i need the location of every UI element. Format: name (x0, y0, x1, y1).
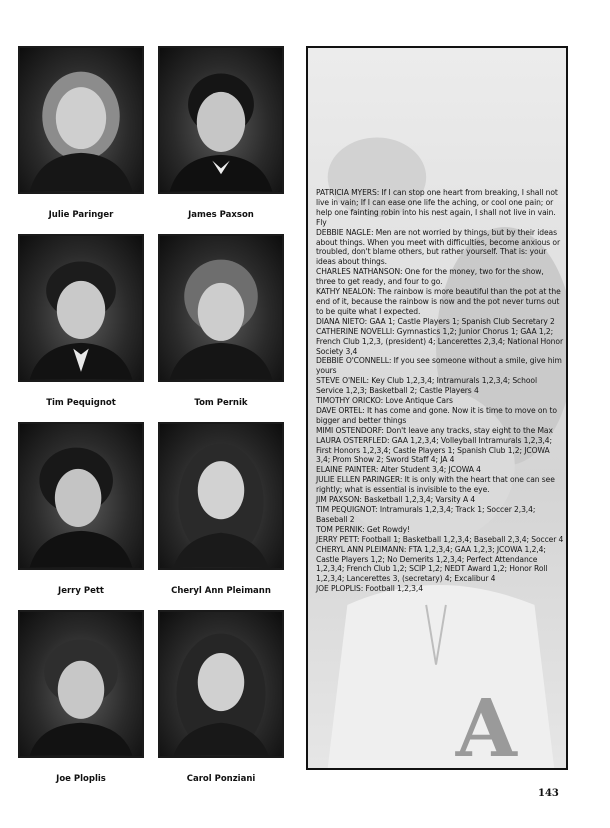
portrait-silhouette (20, 48, 142, 192)
portrait-silhouette (160, 612, 282, 756)
portrait-caption: Tom Pernik (194, 398, 248, 408)
portrait-photo-carol-ponziani (158, 610, 284, 758)
page-number: 143 (538, 788, 559, 799)
portrait-photo-tom-pernik (158, 234, 284, 382)
portrait-caption: Julie Paringer (48, 210, 114, 220)
portrait-silhouette (20, 424, 142, 568)
portrait-caption: Tim Pequignot (46, 398, 116, 408)
quote-entry: CATHERINE NOVELLI: Gymnastics 1,2; Junior Chorus 1; GAA 1,2; French Club 1,2,3, (president) 4; Lancerettes 2,3,4; National Honor Society 3,4 (316, 326, 563, 356)
quote-entry: DEBBIE O'CONNELL: If you see someone without a smile, give him yours (316, 356, 562, 376)
portrait-silhouette (20, 612, 142, 756)
portrait-silhouette (160, 236, 282, 380)
portrait-caption: Cheryl Ann Pleimann (171, 586, 271, 596)
portrait-photo-jerry-pett (18, 422, 144, 570)
portrait-photo-james-paxson (158, 46, 284, 194)
portrait-caption: Jerry Pett (58, 586, 104, 596)
portrait-silhouette (160, 424, 282, 568)
portrait-caption: James Paxson (188, 210, 254, 220)
sweater-letter: A (455, 681, 517, 768)
portrait-caption: Joe Ploplis (56, 774, 106, 784)
quote-entry: PATRICIA MYERS: If I can stop one heart from breaking, I shall not live in vain; If I can ease one life the aching, or cool one pain; or help one fainting robin into his nest again, I shall not live in vain. Fly (316, 188, 558, 227)
portrait-silhouette (160, 48, 282, 192)
quote-entry: JERRY PETT: Football 1; Basketball 1,2,3,4; Baseball 2,3,4; Soccer 4 (316, 534, 564, 544)
quote-entry: CHARLES NATHANSON: One for the money, two for the show, three to get ready, and four to go. (316, 267, 544, 287)
quote-entry: TIM PEQUIGNOT: Intramurals 1,2,3,4; Track 1; Soccer 2,3,4; Baseball 2 (316, 505, 536, 524)
quote-entry: KATHY NEALON: The rainbow is more beautiful than the pot at the end of it, because the rainbow is now and the pot never turns out to be quite what I expected. (316, 287, 561, 316)
quote-entry: MIMI OSTENDORF: Don't leave any tracks, stay eight to the Max (316, 425, 553, 435)
quote-entry: DAVE ORTEL: It has come and gone. Now it is time to move on to bigger and better things (316, 405, 557, 425)
quote-entry: TOM PERNIK: Get Rowdy! (316, 524, 411, 534)
portrait-photo-joe-ploplis (18, 610, 144, 758)
portrait-caption: Carol Ponziani (186, 774, 256, 784)
quote-entry: LAURA OSTERFLED: GAA 1,2,3,4; Volleyball Intramurals 1,2,3,4; First Honors 1,2,3,4; Castle Players 1; Spanish Club 1,2; JCOWA 3,4; Prom Show 2; Sword Staff 4; JA 4 (316, 435, 552, 465)
portrait-photo-julie-paringer (18, 46, 144, 194)
quote-entry: TIMOTHY ORICKO: Love Antique Cars (316, 396, 453, 406)
portrait-photo-cheryl-ann-pleimann (158, 422, 284, 570)
quote-entry: JIM PAXSON: Basketball 1,2,3,4; Varsity A 4 (316, 495, 476, 505)
quote-entry: DIANA NIETO: GAA 1; Castle Players 1; Spanish Club Secretary 2 (316, 316, 555, 326)
quote-entry: CHERYL ANN PLEIMANN: FTA 1,2,3,4; GAA 1,2,3; JCOWA 1,2,4; Castle Players 1,2; No Demerits 1,2,3,4; Perfect Attendance 1,2,3,4; French Club 1,2; SCIP 1,2; NEDT Award 1,2; Honor Roll 1,2,3,4; Lancerettes 3, (secretary) 4; Excalibur 4 (316, 544, 548, 584)
quote-entry: JOE PLOPLIS: Football 1,2,3,4 (316, 584, 423, 594)
senior-quotes-panel (306, 46, 568, 770)
quotes-list (316, 188, 564, 594)
quote-entry: DEBBIE NAGLE: Men are not worried by things, but by their ideas about things. When you meet with difficulties, become anxious or troubled, don't blame others, but rather yourself. That is: your ideas about things. (316, 227, 560, 267)
quote-entry: JULIE ELLEN PARINGER: It is only with the heart that one can see rightly; what is essential is invisible to the eye. (316, 475, 555, 495)
quote-entry: ELAINE PAINTER: Alter Student 3,4; JCOWA 4 (316, 465, 481, 475)
portrait-silhouette (20, 236, 142, 380)
portrait-photo-tim-pequignot (18, 234, 144, 382)
quote-entry: STEVE O'NEIL: Key Club 1,2,3,4; Intramurals 1,2,3,4; School Service 1,2,3; Basketball 2; Castle Players 4 (316, 376, 537, 396)
